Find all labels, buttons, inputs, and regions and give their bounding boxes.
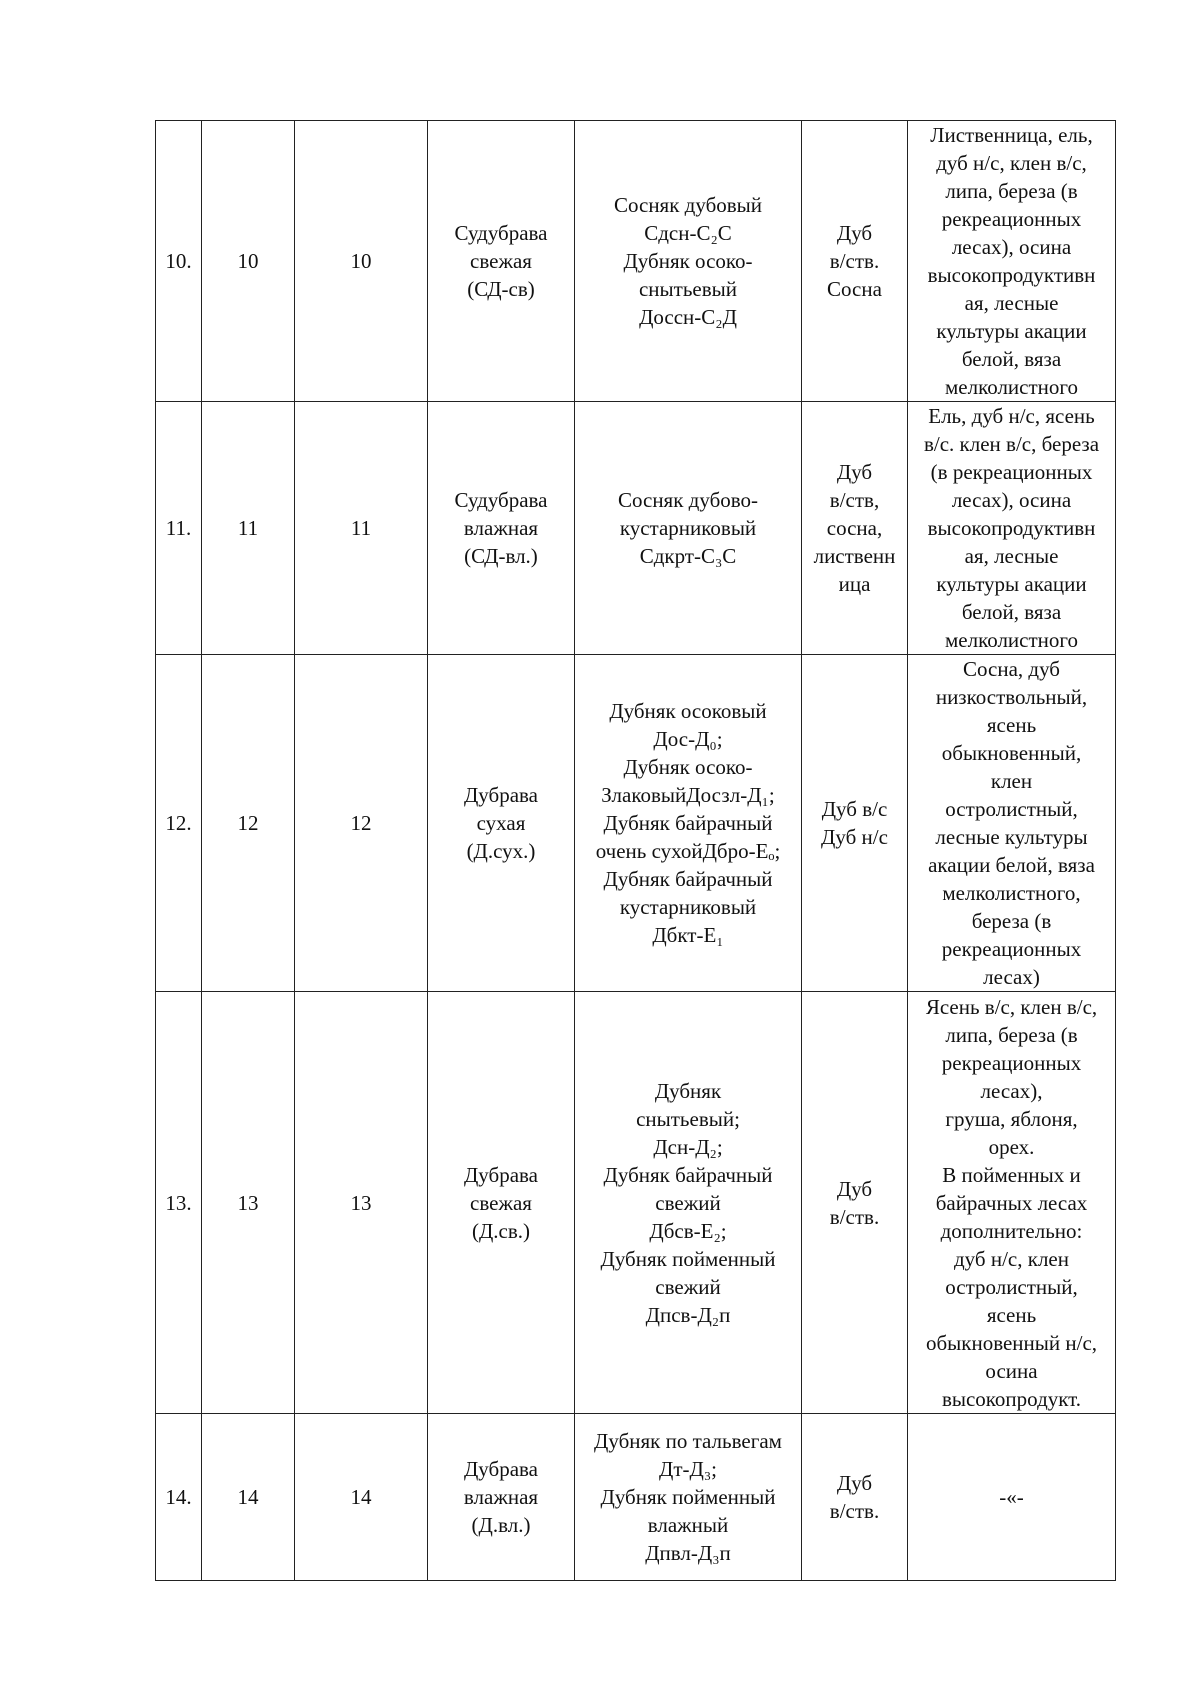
code-cell: 12 — [295, 655, 428, 992]
forest-type-cell: Судубрава свежая (СД-св) — [428, 121, 575, 402]
main-species-cell: Дуб в/ств, сосна, лиственн ица — [802, 402, 908, 655]
associations-cell: Сосняк дубово- кустарниковый Сдкрт-С₃С — [575, 402, 802, 655]
index-cell: 13 — [202, 992, 295, 1414]
table-row — [156, 992, 1116, 1414]
forest-type-cell: Дубрава влажная (Д.вл.) — [428, 1414, 575, 1581]
forest-type-cell: Судубрава влажная (СД-вл.) — [428, 402, 575, 655]
associations-cell: Дубняк осоковый Дос-Д₀; Дубняк осоко- ЗлаковыйДосзл-Д₁; Дубняк байрачный очень сухойДбро-Еₒ; Дубняк байрачный кустарниковый Дбкт-Е₁ — [575, 655, 802, 992]
code-cell: 14 — [295, 1414, 428, 1581]
row-number-cell: 13. — [156, 992, 202, 1414]
table-row — [156, 1414, 1116, 1581]
table-row — [156, 655, 1116, 992]
row-number-cell: 10. — [156, 121, 202, 402]
table-row — [156, 402, 1116, 655]
forest-type-cell: Дубрава сухая (Д.сух.) — [428, 655, 575, 992]
associations-cell: Дубняк по тальвегам Дт-Д₃; Дубняк пойменный влажный Дпвл-Д₃п — [575, 1414, 802, 1581]
main-species-cell: Дуб в/с Дуб н/с — [802, 655, 908, 992]
accompanying-species-cell: Лиственница, ель, дуб н/с, клен в/с, липа, береза (в рекреационных лесах), осина высокопродуктивн ая, лесные культуры акации белой, вяза мелколистного — [908, 121, 1116, 402]
row-number-cell: 14. — [156, 1414, 202, 1581]
code-cell: 13 — [295, 992, 428, 1414]
table-row — [156, 121, 1116, 402]
associations-cell: Сосняк дубовый Сдсн-С₂С Дубняк осоко- снытьевый Доссн-С₂Д — [575, 121, 802, 402]
index-cell: 12 — [202, 655, 295, 992]
code-cell: 10 — [295, 121, 428, 402]
code-cell: 11 — [295, 402, 428, 655]
associations-cell: Дубняк снытьевый; Дсн-Д₂; Дубняк байрачный свежий Дбсв-Е₂; Дубняк пойменный свежий Дпсв-Д₂п — [575, 992, 802, 1414]
row-number-cell: 12. — [156, 655, 202, 992]
accompanying-species-cell: Ель, дуб н/с, ясень в/с. клен в/с, береза (в рекреационных лесах), осина высокопродуктивн ая, лесные культуры акации белой, вяза мелколистного — [908, 402, 1116, 655]
forest-type-cell: Дубрава свежая (Д.св.) — [428, 992, 575, 1414]
accompanying-species-cell: Сосна, дуб низкоствольный, ясень обыкновенный, клен остролистный, лесные культуры акации белой, вяза мелколистного, береза (в рекреационных лесах) — [908, 655, 1116, 992]
index-cell: 11 — [202, 402, 295, 655]
main-species-cell: Дуб в/ств. — [802, 992, 908, 1414]
accompanying-species-cell: -«- — [908, 1414, 1116, 1581]
accompanying-species-cell: Ясень в/с, клен в/с, липа, береза (в рекреационных лесах), груша, яблоня, орех. В пойменных и байрачных лесах дополнительно: дуб н/с, клен остролистный, ясень обыкновенный н/с, осина высокопродукт. — [908, 992, 1116, 1414]
index-cell: 10 — [202, 121, 295, 402]
row-number-cell: 11. — [156, 402, 202, 655]
main-species-cell: Дуб в/ств. — [802, 1414, 908, 1581]
main-species-cell: Дуб в/ств. Сосна — [802, 121, 908, 402]
forest-types-table — [155, 120, 1116, 1581]
index-cell: 14 — [202, 1414, 295, 1581]
